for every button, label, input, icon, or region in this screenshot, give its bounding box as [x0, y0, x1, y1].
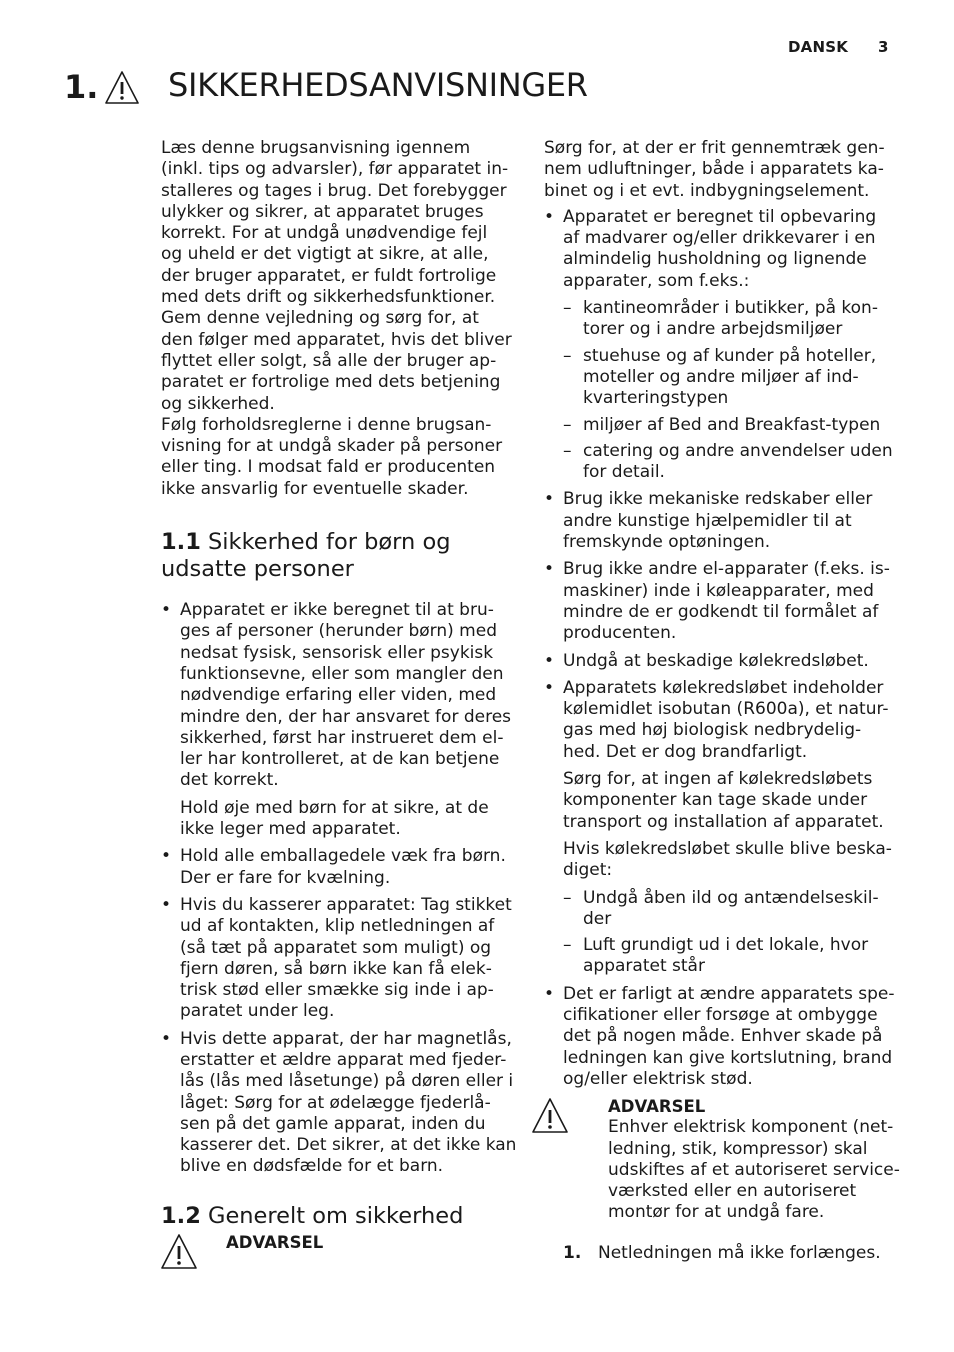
page-number: 3	[878, 38, 889, 56]
section-number: 1.2	[161, 1202, 201, 1229]
warning-block	[608, 1096, 908, 1224]
sublist-item: – catering og andre anvendelser uden for detail.	[563, 441, 904, 484]
list-item-note: Hvis kølekredsløbet skulle blive beska- diget:	[563, 838, 892, 881]
list-item: • Hold alle emballagedele væk fra børn. Der er fare for kvælning.	[161, 846, 521, 889]
ventilation-paragraph: Sørg for, at der er frit gennemtræk gen- nem udluftninger, både i apparatets ka- binet og i et evt. indbygningselement.	[544, 138, 885, 201]
section-number: 1.1	[161, 529, 201, 556]
right-column	[544, 138, 904, 1096]
section-heading-1-1	[161, 529, 521, 583]
section-title: Generelt om sikkerhed	[208, 1202, 464, 1229]
chapter-number: 1.	[64, 68, 99, 106]
header-language: DANSK	[788, 38, 849, 56]
usage-sublist	[563, 298, 904, 483]
sublist-item: – stuehuse og af kunder på hoteller, moteller og andre miljøer af ind- kvarteringstypen	[563, 346, 904, 410]
section-heading-1-2	[161, 1203, 521, 1230]
list-item: • Hvis du kasserer apparatet: Tag stikket ud af kontakten, klip netledningen af (så tæt på apparatet som muligt) og fjern døren, så børn ikke kan få elek- trisk stød eller smække sig inde i ap- paratet under leg.	[161, 895, 521, 1023]
warning-text: Enhver elektrisk komponent (net- ledning, stik, kompressor) skal udskiftes af et autoriseret service- værksted eller en autoriseret montør for at undgå fare.	[608, 1117, 900, 1223]
numbered-item-number: 1.	[563, 1243, 582, 1263]
list-item: • Brug ikke andre el-apparater (f.eks. is- maskiner) inde i køleapparater, med mindre de er godkendt til formålet af producenten.	[544, 559, 904, 644]
numbered-item-text: Netledningen må ikke forlænges.	[598, 1243, 881, 1263]
general-safety-list	[544, 207, 904, 1090]
list-item: • Apparatets kølekredsløbet indeholder kølemidlet isobutan (R600a), et natur- gas med høj biologisk nedbrydelig- hed. Det er dog brandfarligt. Sørg for, at ingen af kølekredsløbets komponenter kan tage skade under transport og installation af apparatet. Hvis kølekredsløbet skulle blive beska- diget: – Undgå åben ild og antændelseskil- der – Luft grundigt ud i det lokale, hvor apparatet står	[544, 678, 904, 978]
warning-triangle-icon	[104, 70, 140, 106]
sublist-item: – Undgå åben ild og antændelseskil- der	[563, 888, 904, 931]
chapter-title: SIKKERHEDSANVISNINGER	[168, 66, 588, 104]
intro-paragraph: Læs denne brugsanvisning igennem (inkl. tips og advarsler), før apparatet in- stalleres og tages i brug. Det forebygger ulykker og sikrer, at apparatet bruges korrekt. For at undgå unødvendige fejl og uheld er det vigtigt at sikre, at alle, der bruger apparatet, er fuldt fortrolige med dets drift og sikkerhedsfunktioner. Gem denne vejledning og sørg for, at den følger med apparatet, hvis det bliver flyttet eller solgt, så alle der bruger ap- paratet er fortrolige med dets betjening og sikkerhed. Følg forholdsreglerne i denne brugsan- visning for at undgå skader på personer eller ting. I modsat fald er producenten ikke ansvarlig for eventuelle skader.	[161, 138, 512, 499]
children-safety-list	[161, 600, 521, 1178]
list-item: • Hvis dette apparat, der har magnetlås, erstatter et ældre apparat med fjeder- lås (lås med låsetunge) på døren eller i låget: Sørg for at ødelægge fjederlå- sen på det gamle apparat, inden du kasserer det. Det sikrer, at det ikke kan blive en dødsfælde for et barn.	[161, 1029, 521, 1178]
left-column	[161, 138, 521, 1230]
section-title: Sikkerhed for børn og udsatte personer	[161, 529, 451, 583]
list-item: • Apparatet er beregnet til opbevaring af madvarer og/eller drikkevarer i en almindelig husholdning og lignende apparater, som f.eks.: – kantineområder i butikker, på kon- torer og i andre arbejdsmiljøer – stuehuse og af kunder på hoteller, moteller og andre miljøer af ind- kvarteringstypen – miljøer af Bed and Breakfast-typen – catering og andre anvendelser uden for detail.	[544, 207, 904, 484]
list-item-note: Hold øje med børn for at sikre, at de ikke leger med apparatet.	[180, 797, 489, 840]
list-item: • Undgå at beskadige kølekredsløbet.	[544, 651, 904, 672]
warning-label: ADVARSEL	[226, 1233, 324, 1252]
warning-triangle-icon	[531, 1097, 569, 1135]
list-item-note: Sørg for, at ingen af kølekredsløbets komponenter kan tage skade under transport og installation af apparatet.	[563, 769, 884, 832]
warning-triangle-icon	[160, 1233, 198, 1271]
damage-sublist	[563, 888, 904, 978]
list-item: • Det er farligt at ændre apparatets spe- cifikationer eller forsøge at ombygge det på nogen måde. Enhver skade på ledningen kan give kortslutning, brand og/eller elektrisk stød.	[544, 984, 904, 1090]
warning-label: ADVARSEL	[608, 1097, 706, 1116]
list-item: • Brug ikke mekaniske redskaber eller andre kunstige hjælpemidler til at fremskynde optøningen.	[544, 489, 904, 553]
sublist-item: – kantineområder i butikker, på kon- torer og i andre arbejdsmiljøer	[563, 298, 904, 341]
sublist-item: – Luft grundigt ud i det lokale, hvor apparatet står	[563, 935, 904, 978]
list-item: • Apparatet er ikke beregnet til at bru- ges af personer (herunder børn) med nedsat fysisk, sensorisk eller psykisk funktionsevne, eller som mangler den nødvendige erfaring eller viden, med mindre den, der har ansvaret for deres sikkerhed, først har instrueret dem el- ler har kontrolleret, at de kan betjene det korrekt. Hold øje med børn for at sikre, at de ikke leger med apparatet.	[161, 600, 521, 840]
sublist-item: – miljøer af Bed and Breakfast-typen	[563, 415, 904, 436]
